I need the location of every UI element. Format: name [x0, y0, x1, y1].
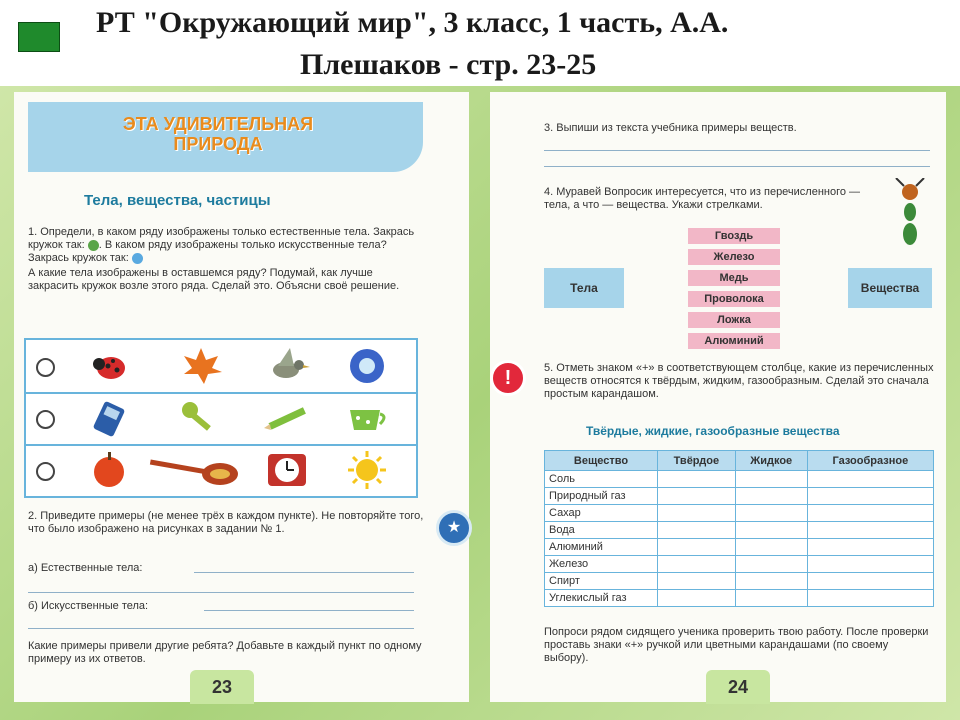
col-header: Газообразное: [807, 451, 933, 471]
answer-cell[interactable]: [807, 556, 933, 573]
substance-name: Вода: [545, 522, 658, 539]
answer-line[interactable]: [28, 628, 414, 629]
star-medal-icon: ★: [436, 510, 472, 546]
item-aluminium[interactable]: Алюминий: [688, 333, 780, 349]
table-row: [545, 471, 934, 488]
task-4: 4. Муравей Вопросик интересуется, что из перечисленного — тела, а что — вещества. Укажи стрелками.: [544, 186, 861, 211]
substance-name: Железо: [545, 556, 658, 573]
answer-cell[interactable]: [658, 505, 736, 522]
answer-cell[interactable]: [658, 573, 736, 590]
answer-cell[interactable]: [658, 471, 736, 488]
answer-circle[interactable]: [36, 358, 55, 377]
answer-cell[interactable]: [807, 522, 933, 539]
title-line-2: Плешаков - стр. 23-25: [300, 48, 597, 81]
exclamation-icon: !: [490, 360, 526, 396]
substance-name: Углекислый газ: [545, 590, 658, 607]
answer-circle[interactable]: [36, 410, 55, 429]
col-header: Вещество: [545, 451, 658, 471]
items-list: [688, 228, 780, 354]
answer-line[interactable]: [544, 166, 930, 167]
table-row: [545, 488, 934, 505]
answer-cell[interactable]: [735, 573, 807, 590]
ladybug-icon: [86, 346, 136, 386]
answer-line[interactable]: [204, 610, 414, 611]
mobile-phone-icon: [86, 398, 136, 438]
answer-cell[interactable]: [735, 505, 807, 522]
title-line-1: РТ "Окружающий мир", 3 класс, 1 часть, А.А.: [96, 6, 729, 39]
substances-table: [544, 450, 934, 607]
task-5: 5. Отметь знаком «+» в соответствующем столбце, какие из перечисленных веществ относятся к твёрдым, жидким, газообразным. Сделай это сначала простым карандашом.: [544, 362, 934, 400]
task-3: 3. Выпиши из текста учебника примеры веществ.: [544, 122, 797, 134]
bodies-box[interactable]: Тела: [544, 268, 624, 308]
spoon-icon: [146, 450, 246, 490]
ant-icon: [890, 178, 930, 258]
task-2: 2. Приведите примеры (не менее трёх в каждом пункте). Не повторяйте того, что было изображено на рисунках в задании № 1.: [28, 510, 424, 535]
substance-name: Спирт: [545, 573, 658, 590]
maple-leaf-icon: [176, 346, 226, 386]
answer-cell[interactable]: [807, 573, 933, 590]
teacup-icon: [342, 398, 392, 438]
answer-line[interactable]: [544, 150, 930, 151]
chapter-banner: [28, 102, 423, 172]
col-header: Твёрдое: [658, 451, 736, 471]
snowflake-icon: [342, 346, 392, 386]
answer-line[interactable]: [194, 572, 414, 573]
answer-cell[interactable]: [807, 590, 933, 607]
task1-part-a: 1. Определи, в каком ряду изображены только естественные тела. Закрась кружок так:: [28, 226, 415, 251]
substance-name: Природный газ: [545, 488, 658, 505]
sun-icon: [342, 450, 392, 490]
page-left: [14, 92, 469, 702]
task1-part-c: А какие тела изображены в оставшемся ряду? Подумай, как лучше закрасить кружок возле этого ряда. Сделай это. Объясни своё решение.: [28, 267, 400, 292]
green-circle-icon: [88, 240, 99, 251]
table-row: [545, 590, 934, 607]
answer-cell[interactable]: [807, 488, 933, 505]
answer-cell[interactable]: [735, 522, 807, 539]
workbook-spread: [0, 86, 960, 720]
table-title: Твёрдые, жидкие, газообразные вещества: [586, 424, 840, 438]
table-row: [545, 505, 934, 522]
blue-circle-icon: [132, 253, 143, 264]
section-heading: Тела, вещества, частицы: [84, 192, 271, 209]
answer-cell[interactable]: [735, 590, 807, 607]
banner-text: ЭТА УДИВИТЕЛЬНАЯ ПРИРОДА: [122, 114, 314, 154]
grid-row-2: [26, 392, 416, 446]
bottom-note: Попроси рядом сидящего ученика проверить твою работу. После проверки проставь знаки «+» ручкой или цветными карандашами (по своему выбору).: [544, 626, 929, 664]
bird-icon: [262, 346, 312, 386]
table-row: [545, 556, 934, 573]
substances-box[interactable]: Вещества: [848, 268, 932, 308]
picture-grid: [24, 338, 418, 498]
item-nail[interactable]: Гвоздь: [688, 228, 780, 244]
item-wire[interactable]: Проволока: [688, 291, 780, 307]
answer-circle[interactable]: [36, 462, 55, 481]
page-number: 23: [190, 670, 254, 704]
grid-row-1: [26, 340, 416, 394]
answer-cell[interactable]: [735, 488, 807, 505]
natural-bodies-label: а) Естественные тела:: [28, 562, 143, 574]
answer-cell[interactable]: [658, 590, 736, 607]
bottom-note: Какие примеры привели другие ребята? Добавьте в каждый пункт по одному примеру из их ответов.: [28, 640, 422, 665]
answer-cell[interactable]: [735, 556, 807, 573]
col-header: Жидкое: [735, 451, 807, 471]
page-right: [490, 92, 946, 702]
table-row: [545, 539, 934, 556]
slide-title: [0, 0, 960, 92]
substance-name: Сахар: [545, 505, 658, 522]
answer-cell[interactable]: [807, 505, 933, 522]
table-row: [545, 573, 934, 590]
item-iron[interactable]: Железо: [688, 249, 780, 265]
answer-cell[interactable]: [658, 488, 736, 505]
item-spoon[interactable]: Ложка: [688, 312, 780, 328]
answer-cell[interactable]: [658, 539, 736, 556]
answer-cell[interactable]: [658, 556, 736, 573]
answer-cell[interactable]: [807, 539, 933, 556]
artificial-bodies-label: б) Искусственные тела:: [28, 600, 149, 612]
table-row: [545, 522, 934, 539]
answer-line[interactable]: [28, 592, 414, 593]
task-1: [28, 226, 424, 293]
answer-cell[interactable]: [807, 471, 933, 488]
clock-icon: [262, 450, 312, 490]
key-icon: [176, 398, 226, 438]
task1-part-b: . В каком ряду изображены только искусственные тела? Закрась кружок так:: [28, 239, 387, 264]
answer-cell[interactable]: [735, 539, 807, 556]
substance-name: Соль: [545, 471, 658, 488]
answer-cell[interactable]: [735, 471, 807, 488]
pencil-icon: [262, 398, 312, 438]
grid-row-3: [26, 444, 416, 496]
substance-name: Алюминий: [545, 539, 658, 556]
apple-icon: [86, 450, 136, 490]
page-number: 24: [706, 670, 770, 704]
item-copper[interactable]: Медь: [688, 270, 780, 286]
green-square-icon: [18, 22, 60, 52]
answer-cell[interactable]: [658, 522, 736, 539]
